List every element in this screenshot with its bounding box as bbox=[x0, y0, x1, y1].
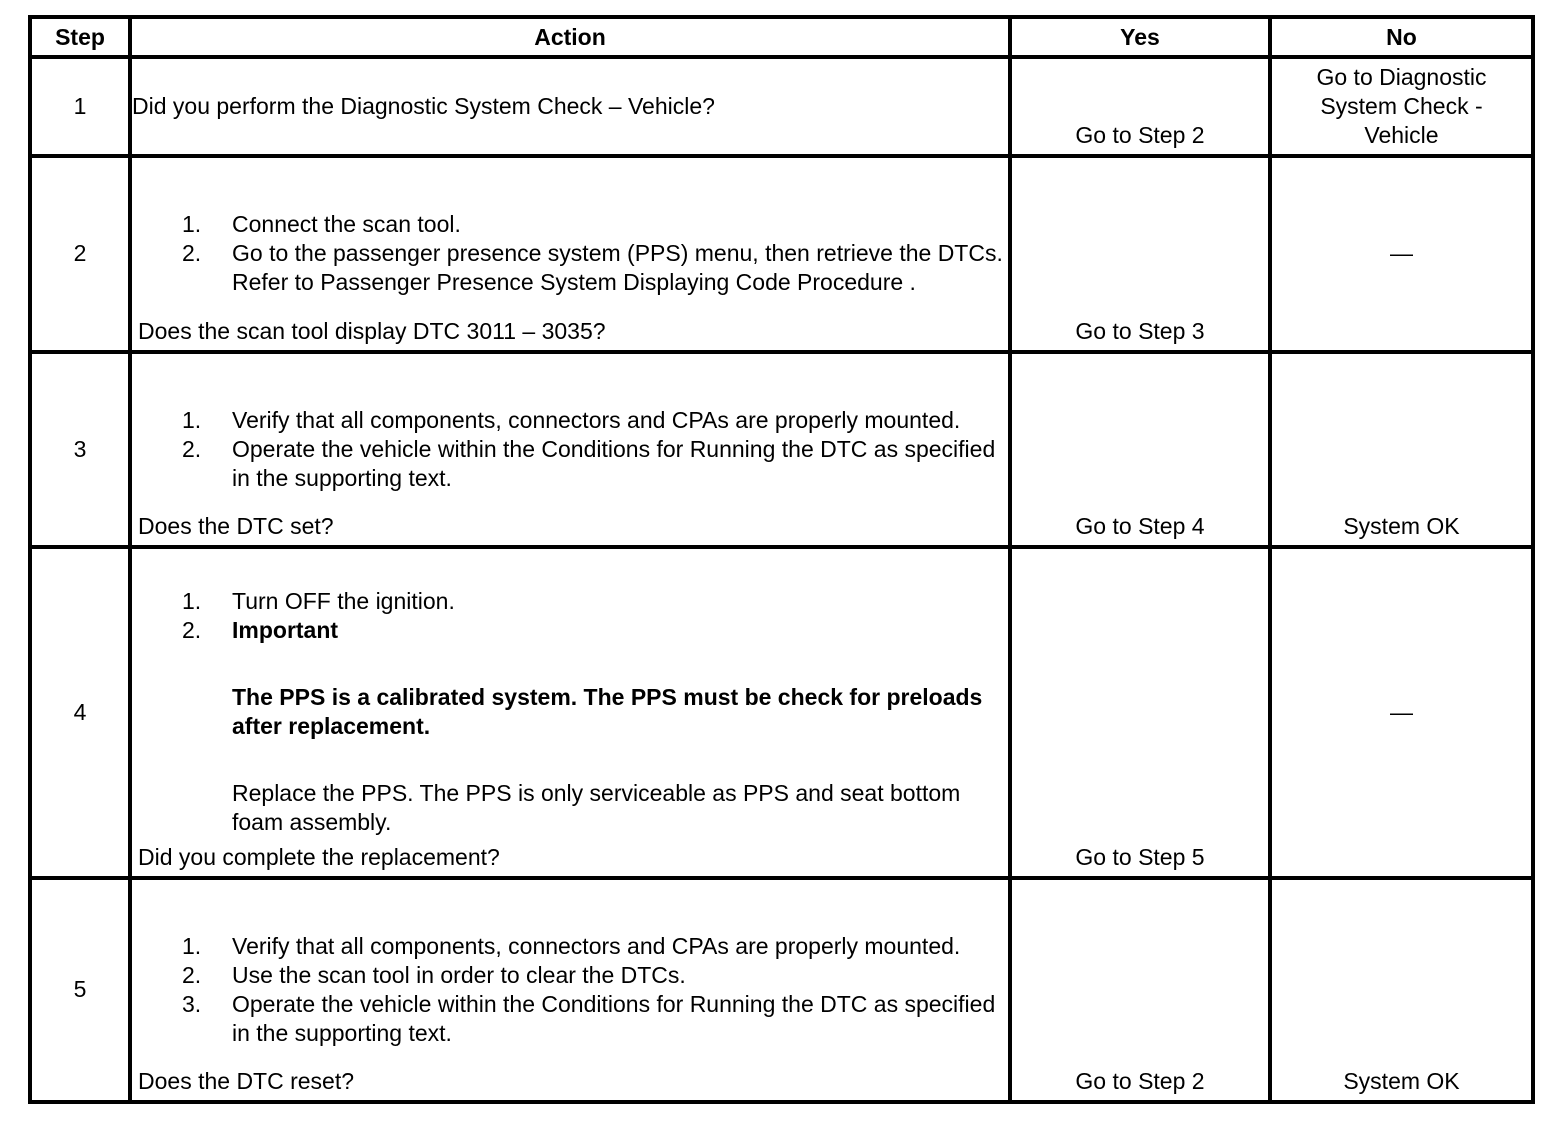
action-steps bbox=[132, 587, 1008, 837]
header-row bbox=[30, 17, 1533, 57]
list-item-text: Use the scan tool in order to clear the DTCs. bbox=[232, 961, 686, 988]
list-item-text: Operate the vehicle within the Conditions for Running the DTC as specified in the supporting text. bbox=[232, 990, 996, 1046]
step-number: 5 bbox=[30, 878, 130, 1102]
table-row bbox=[30, 57, 1533, 156]
list-item bbox=[132, 435, 1008, 493]
action-cell bbox=[130, 57, 1010, 156]
action-steps bbox=[132, 932, 1008, 1048]
list-item-text: Turn OFF the ignition. bbox=[232, 588, 455, 615]
yes-result: Go to Step 5 bbox=[1075, 843, 1205, 870]
action-cell bbox=[130, 547, 1010, 878]
step-number: 1 bbox=[30, 57, 130, 156]
table-row bbox=[30, 878, 1533, 1102]
list-item bbox=[132, 239, 1008, 297]
table-row bbox=[30, 156, 1533, 351]
action-question: Did you perform the Diagnostic System Check – Vehicle? bbox=[132, 93, 715, 120]
list-item-number: 2. bbox=[182, 240, 202, 267]
list-item-text: Connect the scan tool. bbox=[232, 211, 461, 238]
list-item-number: 3. bbox=[182, 990, 202, 1017]
list-item bbox=[132, 406, 1008, 435]
list-item bbox=[132, 932, 1008, 961]
table-row bbox=[30, 547, 1533, 878]
list-item-number: 2. bbox=[182, 961, 202, 988]
yes-cell bbox=[1010, 878, 1270, 1102]
action-steps bbox=[132, 406, 1008, 493]
no-result: System OK bbox=[1343, 1068, 1460, 1094]
list-item bbox=[132, 210, 1008, 239]
action-cell bbox=[130, 156, 1010, 351]
important-note: The PPS is a calibrated system. The PPS must be check for preloads after replacement. bbox=[232, 684, 983, 740]
header-action: Action bbox=[130, 17, 1010, 57]
diagnostic-table bbox=[28, 15, 1535, 1104]
yes-cell bbox=[1010, 156, 1270, 351]
step-number: 3 bbox=[30, 352, 130, 547]
action-cell bbox=[130, 878, 1010, 1102]
list-item bbox=[132, 990, 1008, 1048]
no-cell bbox=[1270, 878, 1533, 1102]
header-no: No bbox=[1270, 17, 1533, 57]
list-item-number: 2. bbox=[182, 617, 202, 644]
list-item-number: 1. bbox=[182, 588, 202, 615]
no-result: System OK bbox=[1343, 512, 1460, 539]
list-item bbox=[132, 587, 1008, 616]
action-question: Does the DTC set? bbox=[138, 512, 334, 539]
list-item-number: 1. bbox=[182, 406, 202, 433]
step-number: 2 bbox=[30, 156, 130, 351]
header-yes: Yes bbox=[1010, 17, 1270, 57]
list-item-text: Verify that all components, connectors and CPAs are properly mounted. bbox=[232, 406, 961, 433]
no-cell bbox=[1270, 352, 1533, 547]
action-question: Did you complete the replacement? bbox=[138, 843, 500, 870]
yes-cell bbox=[1010, 547, 1270, 878]
list-item-number: 2. bbox=[182, 435, 202, 462]
header-step: Step bbox=[30, 17, 130, 57]
list-item bbox=[132, 616, 1008, 837]
no-result: — bbox=[1390, 698, 1413, 725]
list-item-text: Operate the vehicle within the Conditions for Running the DTC as specified in the supporting text. bbox=[232, 435, 996, 491]
no-cell bbox=[1270, 57, 1533, 156]
action-question: Does the DTC reset? bbox=[138, 1068, 355, 1094]
step-number: 4 bbox=[30, 547, 130, 878]
action-question: Does the scan tool display DTC 3011 – 3035? bbox=[138, 317, 606, 344]
list-item bbox=[132, 961, 1008, 990]
yes-result: Go to Step 2 bbox=[1075, 122, 1205, 149]
no-result: Go to Diagnostic System Check - Vehicle bbox=[1316, 64, 1487, 148]
yes-result: Go to Step 3 bbox=[1075, 317, 1205, 344]
yes-cell bbox=[1010, 352, 1270, 547]
list-item-number: 1. bbox=[182, 932, 202, 959]
list-item-text: Go to the passenger presence system (PPS) menu, then retrieve the DTCs. Refer to Passenger Presence System Displaying Code Procedure . bbox=[232, 240, 1003, 296]
list-item-number: 1. bbox=[182, 211, 202, 238]
action-cell bbox=[130, 352, 1010, 547]
table-row bbox=[30, 352, 1533, 547]
list-item-text: Replace the PPS. The PPS is only serviceable as PPS and seat bottom foam assembly. bbox=[232, 780, 961, 836]
action-steps bbox=[132, 210, 1008, 297]
no-result: — bbox=[1390, 240, 1413, 267]
yes-result: Go to Step 4 bbox=[1075, 512, 1205, 539]
yes-cell bbox=[1010, 57, 1270, 156]
important-label: Important bbox=[232, 617, 339, 644]
yes-result: Go to Step 2 bbox=[1075, 1068, 1205, 1094]
list-item-text: Verify that all components, connectors and CPAs are properly mounted. bbox=[232, 932, 961, 959]
no-cell bbox=[1270, 547, 1533, 878]
no-cell bbox=[1270, 156, 1533, 351]
